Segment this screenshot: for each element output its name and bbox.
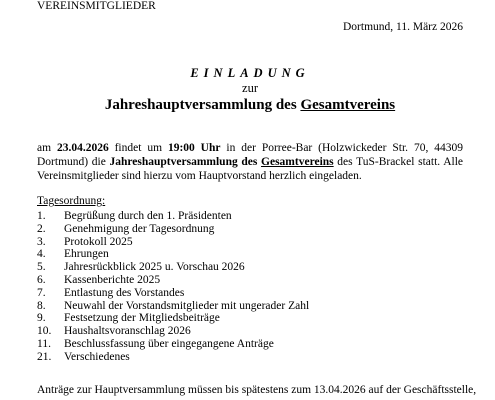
agenda-item [37,325,309,338]
agenda-item-number: 1. [37,210,46,222]
addressee: VEREINSMITGLIEDER [37,0,156,12]
agenda-item-text: Festsetzung der Mitgliedsbeiträge [64,312,220,325]
agenda-item-text: Neuwahl der Vorstandsmitglieder mit ungerader Zahl [64,299,310,312]
subtitle-prefix: Jahreshauptversammlung des [104,97,301,113]
intro-text-3: in der Porree-Bar (Holzwickeder Str. 70, 44309 Dortmund) die [37,142,463,168]
agenda-item-text: Beschlussfassung über eingegangene Anträge [64,337,274,350]
event-name [110,156,334,168]
heading-zur: zur [242,81,258,95]
invitation-subtitle [37,96,463,114]
date-line: Dortmund, 11. März 2026 [343,21,463,33]
event-name-prefix: Jahreshauptversammlung des [109,156,262,168]
agenda-item [37,274,309,287]
agenda-item [37,236,309,249]
intro-paragraph [37,141,463,183]
agenda-item-number: 6. [37,273,46,286]
event-name-underlined: Gesamtvereins [261,156,334,168]
agenda-item [37,300,309,313]
agenda-list [37,210,309,364]
agenda-item-text: Jahresrückblick 2025 u. Vorschau 2026 [64,261,245,274]
agenda-item [37,223,309,236]
motions-deadline-note: Anträge zur Hauptversammlung müssen bis spätestens zum 13.04.2026 auf der Geschäftsstelle, [37,384,477,396]
invitation-heading [37,66,463,114]
agenda-label: Tagesordnung: [37,195,106,207]
agenda-item-number: 10. [37,325,52,338]
agenda-item [37,338,309,351]
agenda-item-text: Haushaltsvoranschlag 2026 [64,325,191,338]
agenda-item [37,287,309,300]
agenda-item [37,351,309,364]
invitation-title: EINLADUNG [190,66,310,80]
agenda-item-number: 7. [37,286,46,299]
agenda-item-number: 11. [37,337,51,350]
agenda-item-text: Ehrungen [64,248,109,261]
agenda-item-number: 5. [37,261,46,274]
agenda-item-number: 4. [37,248,46,261]
subtitle-underlined: Gesamtvereins [300,97,396,113]
agenda-item [37,210,309,223]
intro-text-2: findet um [108,142,168,154]
agenda-item [37,248,309,261]
agenda-item-number: 3. [37,235,46,248]
intro-text-1: am [37,142,57,154]
intro-text-4: des TuS-Brackel statt. Alle Vereinsmitglieder sind hierzu vom Hauptvorstand herzlich eingeladen. [37,156,463,182]
agenda-item [37,261,309,274]
agenda-item-text: Protokoll 2025 [64,235,133,248]
agenda-item-number: 21. [37,350,52,363]
agenda-item-text: Genehmigung der Tagesordnung [64,222,215,235]
agenda-item-text: Entlastung des Vorstandes [64,286,185,299]
agenda-item-number: 8. [37,299,46,312]
agenda-item-number: 9. [37,312,46,325]
meeting-time: 19:00 Uhr [167,142,221,154]
agenda-item-text: Verschiedenes [64,350,130,363]
meeting-date: 23.04.2026 [56,142,109,154]
agenda-item-text: Begrüßung durch den 1. Präsidenten [64,210,232,222]
agenda-item [37,312,309,325]
agenda-item-number: 2. [37,222,46,235]
agenda-item-text: Kassenberichte 2025 [64,273,161,286]
